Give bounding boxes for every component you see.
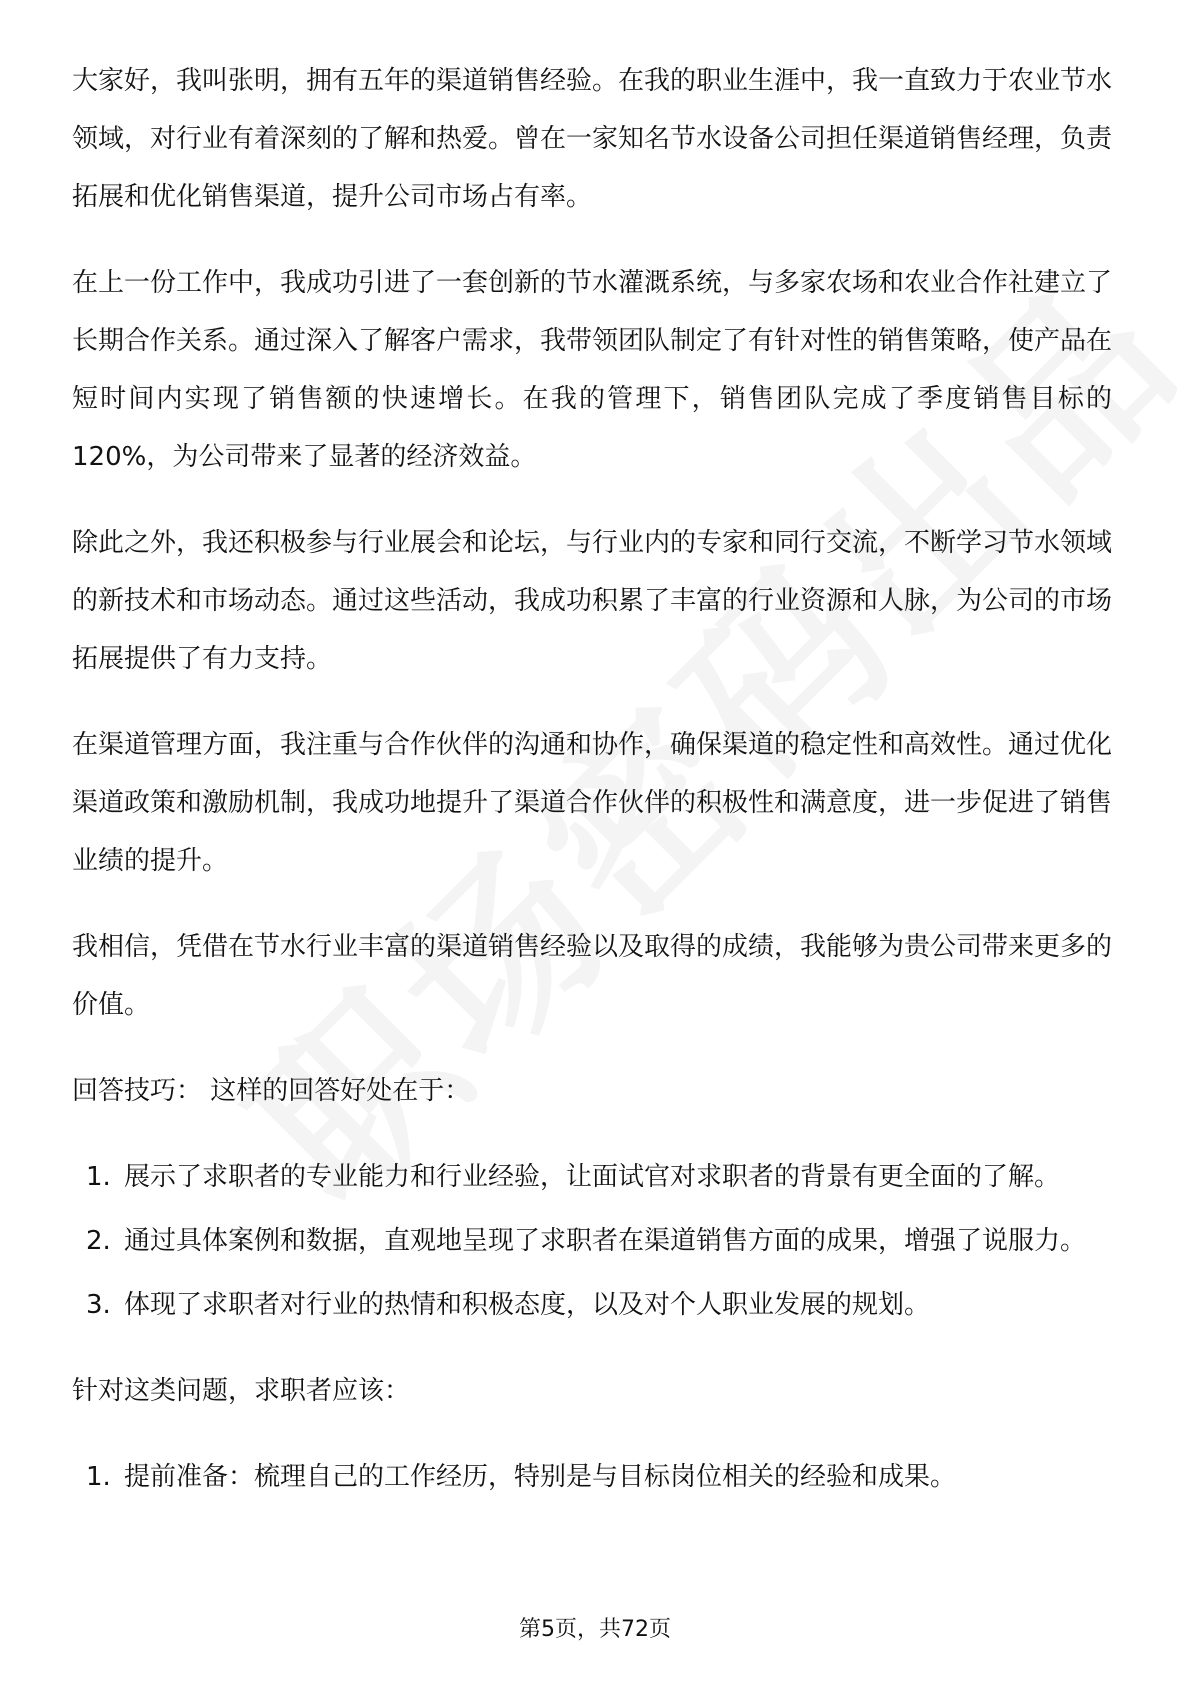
list-number: 2. xyxy=(86,1226,111,1256)
paragraph-industry: 除此之外，我还积极参与行业展会和论坛，与行业内的专家和同行交流，不断学习节水领域的新技术和市场动态。通过这些活动，我成功积累了丰富的行业资源和人脉，为公司的市场拓展提供了有力支持。 xyxy=(72,528,1113,674)
list-number: 3. xyxy=(86,1290,111,1320)
paragraph-intro: 大家好，我叫张明，拥有五年的渠道销售经验。在我的职业生涯中，我一直致力于农业节水领域，对行业有着深刻的了解和热爱。曾在一家知名节水设备公司担任渠道销售经理，负责拓展和优化销售渠道，提升公司市场占有率。 xyxy=(72,66,1113,212)
paragraph-closing: 我相信，凭借在节水行业丰富的渠道销售经验以及取得的成绩，我能够为贵公司带来更多的价值。 xyxy=(72,932,1113,1020)
page-footer: 第5页，共72页 xyxy=(519,1617,671,1642)
list-item xyxy=(72,1276,1112,1334)
tips-heading: 回答技巧： 这样的回答好处在于： xyxy=(72,1076,471,1106)
list-text: 提前准备：梳理自己的工作经历，特别是与目标岗位相关的经验和成果。 xyxy=(124,1462,957,1492)
paragraph-channel: 在渠道管理方面，我注重与合作伙伴的沟通和协作，确保渠道的稳定性和高效性。通过优化渠道政策和激励机制，我成功地提升了渠道合作伙伴的积极性和满意度，进一步促进了销售业绩的提升。 xyxy=(72,730,1113,876)
list-text: 展示了求职者的专业能力和行业经验，让面试官对求职者的背景有更全面的了解。 xyxy=(124,1162,1061,1192)
list-number: 1. xyxy=(86,1462,111,1492)
list-text: 体现了求职者对行业的热情和积极态度，以及对个人职业发展的规划。 xyxy=(124,1290,931,1320)
list-number: 1. xyxy=(86,1162,111,1192)
list-text: 通过具体案例和数据，直观地呈现了求职者在渠道销售方面的成果，增强了说服力。 xyxy=(124,1226,1087,1256)
list-item xyxy=(72,1448,1112,1506)
tips-list xyxy=(72,1148,1112,1334)
advice-list xyxy=(72,1448,1112,1506)
paragraph-achievement: 在上一份工作中，我成功引进了一套创新的节水灌溉系统，与多家农场和农业合作社建立了长期合作关系。通过深入了解客户需求，我带领团队制定了有针对性的销售策略，使产品在短时间内实现了销售额的快速增长。在我的管理下，销售团队完成了季度销售目标的120%，为公司带来了显著的经济效益。 xyxy=(72,268,1113,472)
list-item xyxy=(72,1148,1112,1206)
list-item xyxy=(72,1212,1112,1270)
document-body xyxy=(72,52,1112,1534)
advice-heading: 针对这类问题，求职者应该： xyxy=(72,1376,411,1406)
